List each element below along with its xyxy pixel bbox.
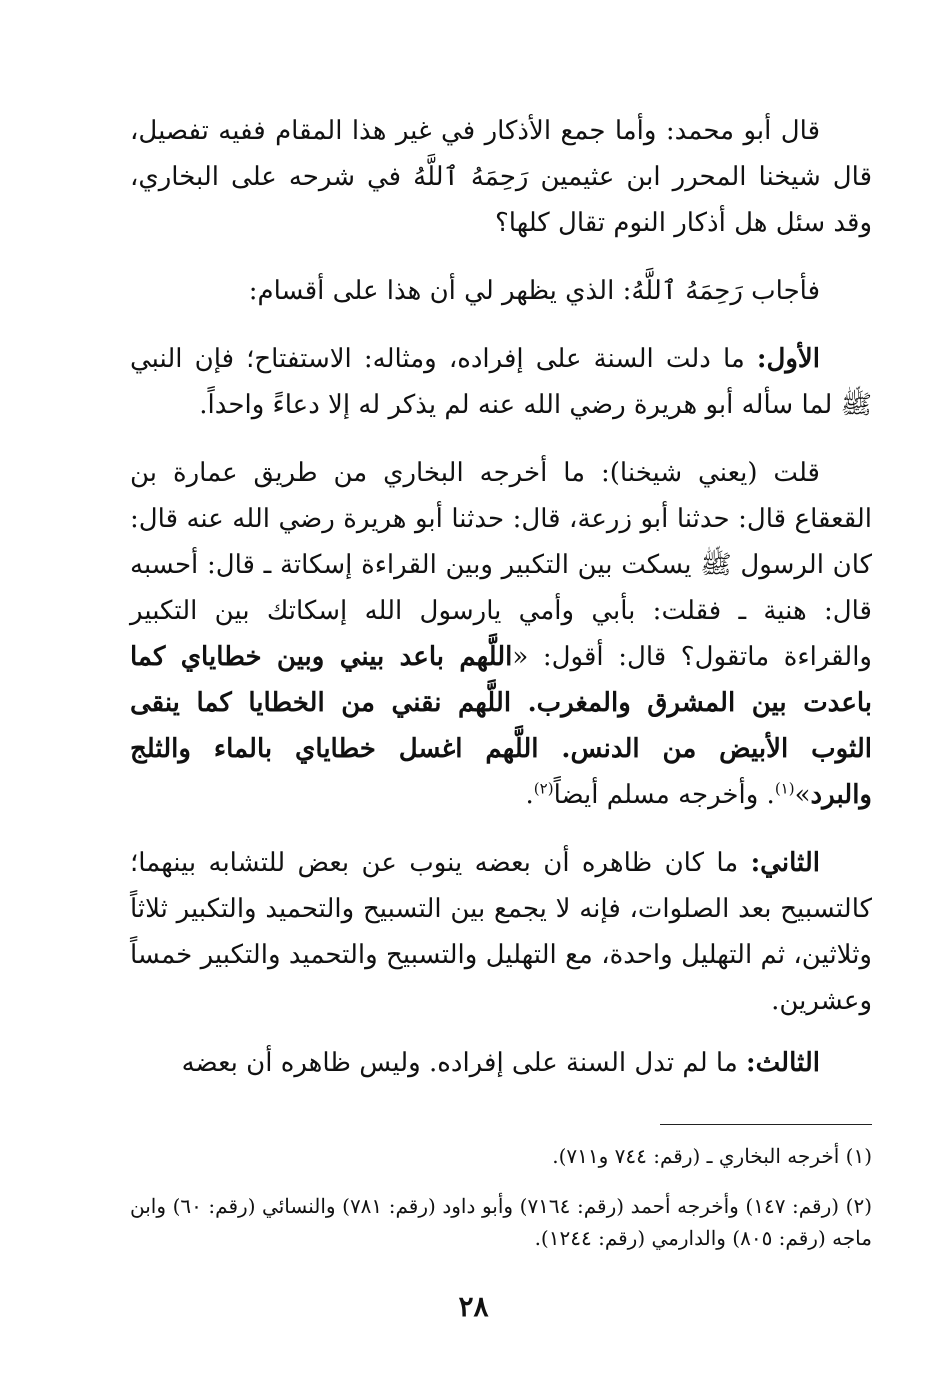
footnotes — [130, 1140, 872, 1272]
paragraph-intro: قال أبو محمد: وأما جمع الأذكار في غير هذا المقام ففيه تفصيل، قال شيخنا المحرر ابن عثيمين رَحِمَهُ ٱللَّهُ في شرحه على البخاري، وقد سئل هل أذكار النوم تقال كلها؟ — [130, 116, 872, 238]
footnote-1: (١) أخرجه البخاري ـ (رقم: ٧٤٤ و٧١١). — [552, 1144, 872, 1168]
hadith-end: . — [525, 780, 534, 810]
section-heading-third: الثالث: — [746, 1048, 820, 1078]
footnote-divider — [660, 1124, 872, 1125]
section-text-third: ما لم تدل السنة على إفراده. وليس ظاهره أن بعضه — [181, 1048, 747, 1078]
paragraph-answer: فأجاب رَحِمَهُ ٱللَّهُ: الذي يظهر لي أن هذا على أقسام: — [248, 276, 820, 306]
footnote-ref-2[interactable]: (٢) — [533, 779, 554, 798]
section-heading-first: الأول: — [756, 344, 820, 374]
page-number: ٢٨ — [458, 1290, 489, 1323]
paragraph-second-section — [130, 840, 872, 1024]
section-text-second: ما كان ظاهره أن بعضه ينوب عن بعض للتشابه بينهما؛ كالتسبيح بعد الصلوات، فإنه لا يجمع بين التسبيح والتحميد والتكبير ثلاثاً وثلاثين، ثم التهليل واحدة، مع التهليل والتسبيح والتحميد والتكبير خمساً وعشرين. — [130, 848, 872, 1016]
section-text-first: ما دلت السنة على إفراده، ومثاله: الاستفتاح؛ فإن النبي ﷺ لما سأله أبو هريرة رضي الله عنه لم يذكر له إلا دعاءً واحداً. — [130, 344, 872, 420]
page-body — [130, 108, 872, 1108]
hadith-intro: قلت (يعني شيخنا): ما أخرجه البخاري من طريق عمارة بن القعقاع قال: حدثنا أبو زرعة، قال: حدثنا أبو هريرة رضي الله عنه قال: كان الرسول ﷺ يسكت بين التكبير وبين القراءة إسكاتة ـ قال: أحسبه قال: هنية ـ فقلت: بأبي وأمي يارسول الله إسكاتك بين التكبير والقراءة ماتقول؟ قال: أقول: « — [130, 458, 872, 672]
paragraph-first-section — [130, 336, 872, 428]
hadith-quote: اللَّهم باعد بيني وبين خطاياي كما باعدت بين المشرق والمغرب. اللَّهم نقني من الخطايا كما ينقى الثوب الأبيض من الدنس. اللَّهم اغسل خطاياي بالماء والثلج والبرد — [130, 642, 872, 810]
paragraph-third-section — [130, 1040, 872, 1086]
paragraph-hadith — [130, 450, 872, 818]
section-heading-second: الثاني: — [750, 848, 820, 878]
hadith-muslim: . وأخرجه مسلم أيضاً — [553, 780, 775, 810]
footnote-2: (٢) (رقم: ١٤٧) وأخرجه أحمد (رقم: ٧١٦٤) وأبو داود (رقم: ٧٨١) والنسائي (رقم: ٦٠) وابن ماجه (رقم: ٨٠٥) والدارمي (رقم: ١٢٤٤). — [130, 1194, 872, 1250]
footnote-ref-1[interactable]: (١) — [774, 779, 795, 798]
hadith-quote-close: » — [794, 780, 811, 810]
